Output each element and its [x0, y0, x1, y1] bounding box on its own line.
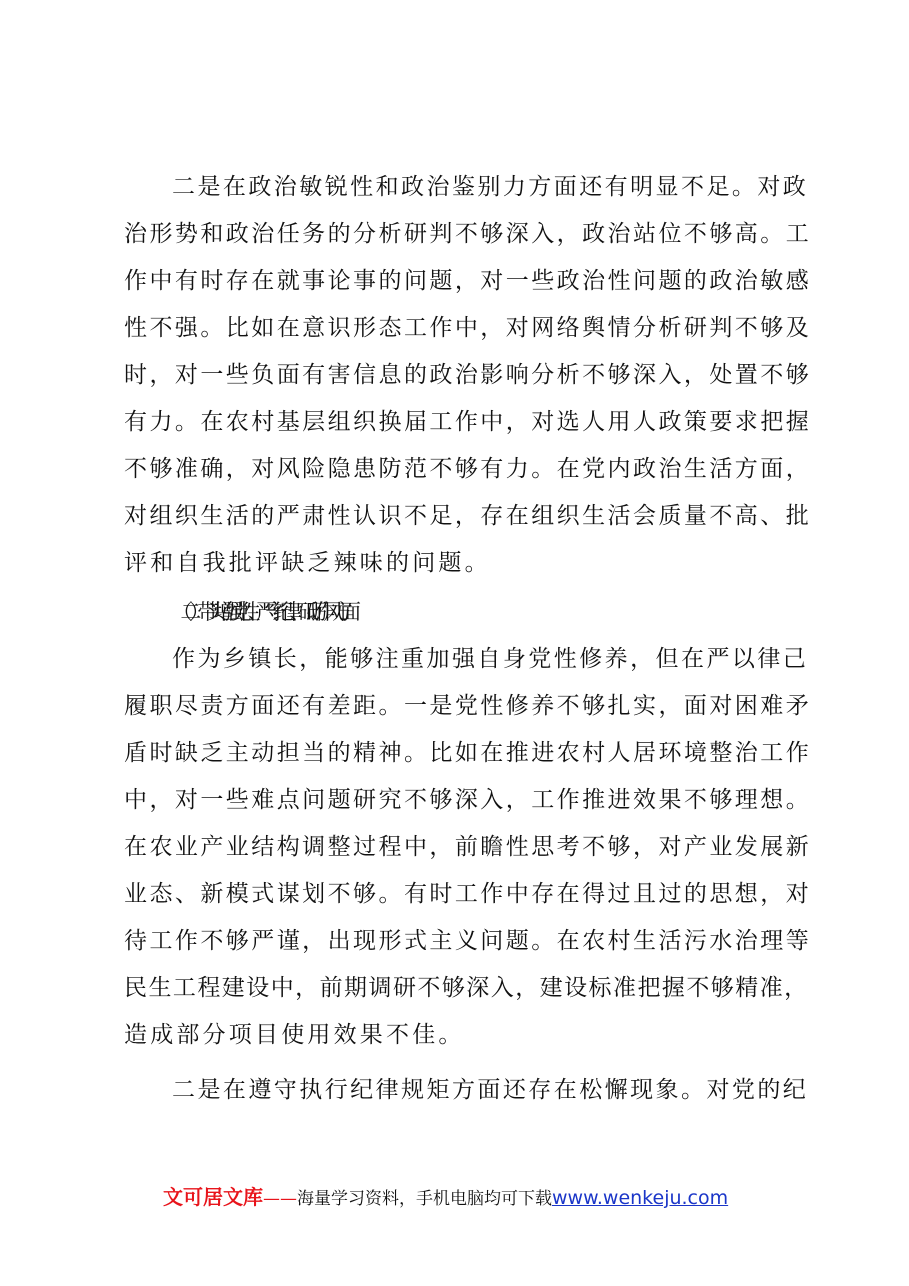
paragraph-line: 作为乡镇长，能够注重加强自身党性修养，但在严以律己	[172, 646, 809, 672]
paragraph-line: 二是在政治敏锐性和政治鉴别力方面还有明显不足。对政	[172, 174, 809, 200]
paragraph-line: 不够准确，对风险隐患防范不够有力。在党内政治生活方面，	[124, 456, 812, 482]
section-heading: （二）带头增强党性、严守纪律、砥砺作风方面	[172, 600, 349, 624]
paragraph-line: 评和自我批评缺乏辣味的问题。	[124, 550, 491, 576]
paragraph-line: 盾时缺乏主动担当的精神。比如在推进农村人居环境整治工作	[124, 740, 812, 766]
paragraph-line: 业态、新模式谋划不够。有时工作中存在得过且过的思想，对	[124, 881, 812, 907]
website-link[interactable]: www.wenkeju.com	[552, 1187, 729, 1209]
paragraph-line: 在农业产业结构调整过程中，前瞻性思考不够，对产业发展新	[124, 834, 812, 860]
paragraph-line: 二是在遵守执行纪律规矩方面还存在松懈现象。对党的纪	[172, 1077, 809, 1103]
paragraph-line: 治形势和政治任务的分析研判不够深入，政治站位不够高。工	[124, 221, 812, 247]
paragraph-line: 对组织生活的严肃性认识不足，存在组织生活会质量不高、批	[124, 503, 812, 529]
footer-slogan: 海量学习资料，手机电脑均可下载	[297, 1189, 552, 1209]
brand-dash: ——	[263, 1189, 297, 1209]
paragraph-line: 造成部分项目使用效果不佳。	[124, 1022, 465, 1048]
paragraph-line: 中，对一些难点问题研究不够深入，工作推进效果不够理想。	[124, 787, 812, 813]
paragraph-line: 履职尽责方面还有差距。一是党性修养不够扎实，面对困难矛	[124, 693, 812, 719]
brand-name: 文可居文库	[163, 1185, 263, 1209]
footer-banner	[163, 1182, 728, 1212]
paragraph-line: 有力。在农村基层组织换届工作中，对选人用人政策要求把握	[124, 409, 812, 435]
paragraph-line: 时，对一些负面有害信息的政治影响分析不够深入，处置不够	[124, 362, 812, 388]
paragraph-line: 性不强。比如在意识形态工作中，对网络舆情分析研判不够及	[124, 315, 812, 341]
paragraph-line: 作中有时存在就事论事的问题，对一些政治性问题的政治敏感	[124, 268, 812, 294]
paragraph-line: 待工作不够严谨，出现形式主义问题。在农村生活污水治理等	[124, 928, 812, 954]
paragraph-line: 民生工程建设中，前期调研不够深入，建设标准把握不够精准，	[124, 975, 809, 1001]
